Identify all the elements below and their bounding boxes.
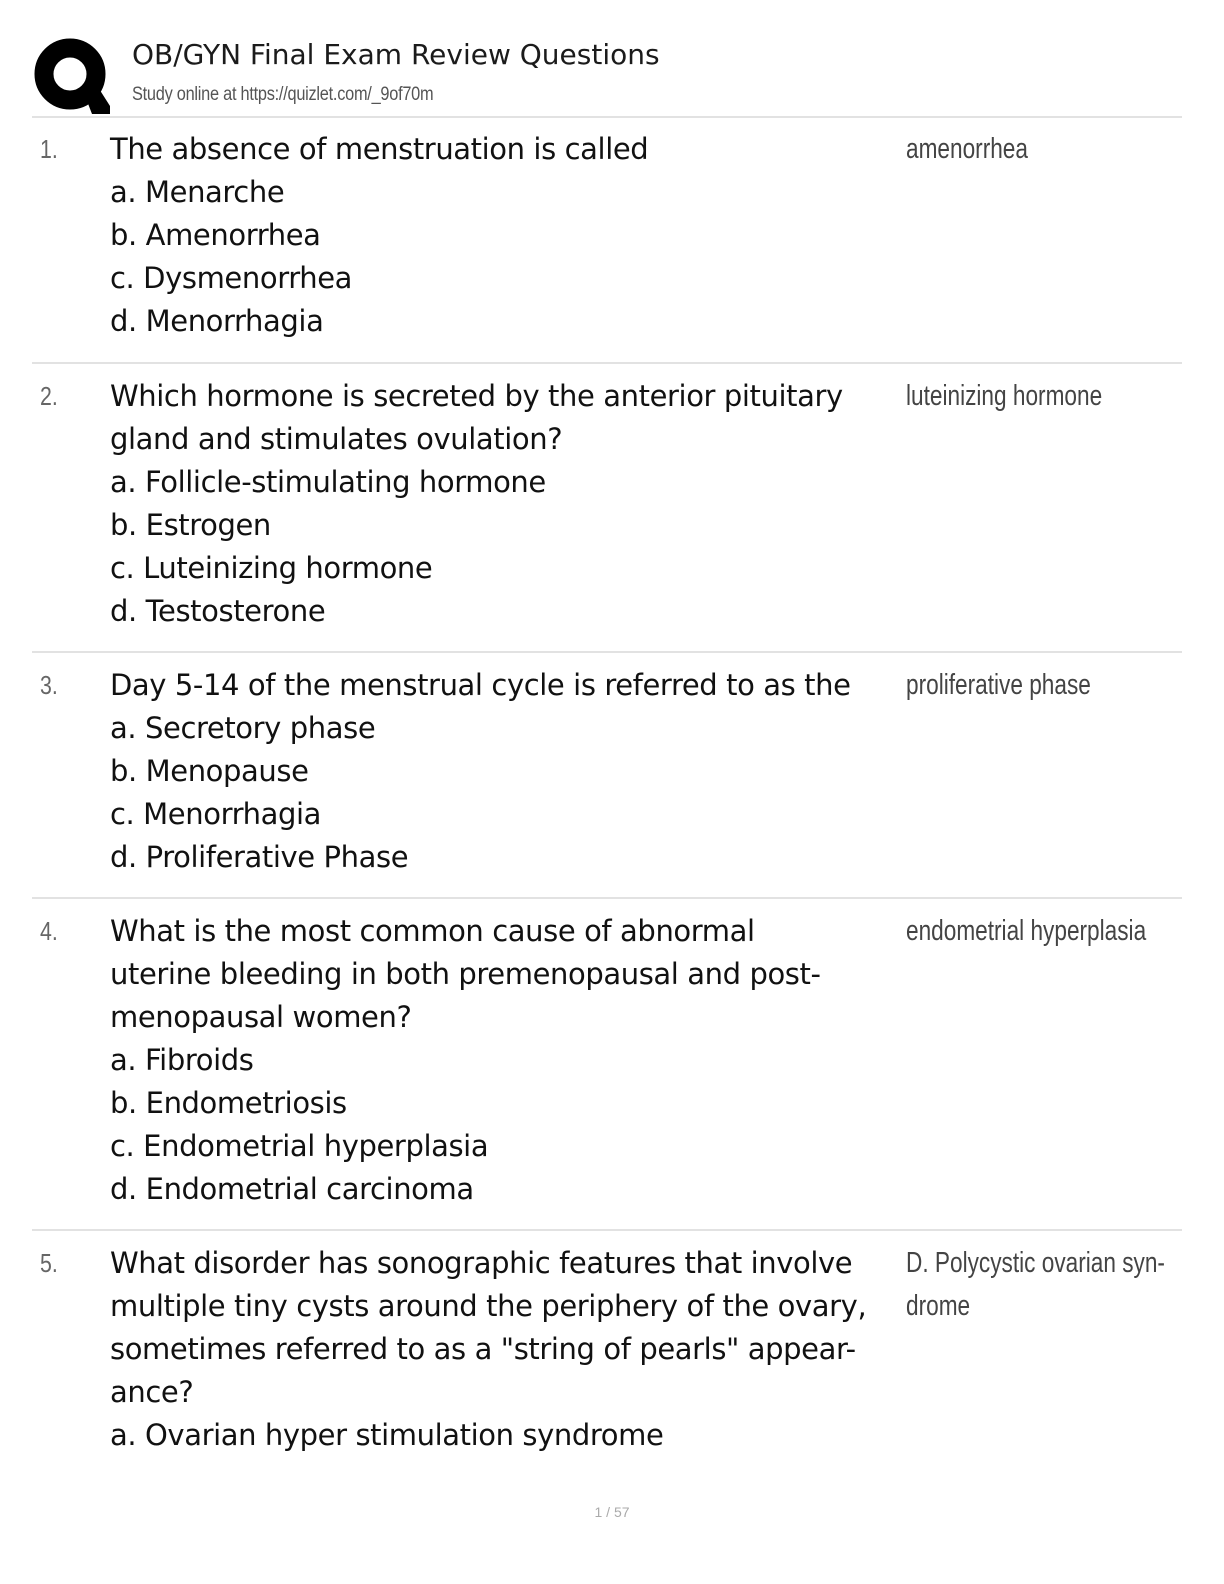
question-option: a. Fibroids (110, 1043, 254, 1077)
card-answer (906, 664, 1132, 707)
question-option: c. Endometrial hyperplasia (110, 1129, 489, 1163)
question-option: a. Secretory phase (110, 711, 376, 745)
page-number: 1 / 57 (594, 1504, 630, 1520)
question-option: b. Menopause (110, 754, 309, 788)
question-line: Which hormone is secreted by the anterior pituitary (110, 379, 843, 413)
card-number: 3. (40, 670, 58, 700)
answer-line: endometrial hyperplasia (906, 915, 1147, 947)
card-number: 1. (40, 134, 58, 164)
card-question (110, 128, 900, 343)
divider (32, 651, 1182, 653)
question-option: b. Amenorrhea (110, 218, 321, 252)
divider (32, 362, 1182, 364)
question-line: Day 5-14 of the menstrual cycle is referred to as the (110, 668, 851, 702)
question-option: a. Follicle-stimulating hormone (110, 465, 546, 499)
card-answer (906, 128, 1132, 171)
card-number: 5. (40, 1248, 58, 1278)
card-answer (906, 375, 1132, 418)
question-option: b. Estrogen (110, 508, 271, 542)
page-title: OB/GYN Final Exam Review Questions (132, 38, 660, 71)
card-question (110, 664, 900, 879)
divider (32, 1229, 1182, 1231)
page-header (32, 34, 1182, 116)
question-option: d. Menorrhagia (110, 304, 324, 338)
question-line: menopausal women? (110, 1000, 412, 1034)
quizlet-q-logo-icon (32, 36, 112, 116)
divider (32, 116, 1182, 118)
question-option: a. Menarche (110, 175, 285, 209)
answer-line: amenorrhea (906, 133, 1028, 165)
card-answer (906, 910, 1147, 953)
card-question (110, 375, 900, 633)
question-line: sometimes referred to as a "string of pearls" appear- (110, 1332, 856, 1366)
question-line: What is the most common cause of abnormal (110, 914, 755, 948)
question-option: d. Endometrial carcinoma (110, 1172, 474, 1206)
question-line: What disorder has sonographic features that involve (110, 1246, 853, 1280)
divider (32, 897, 1182, 899)
question-option: a. Ovarian hyper stimulation syndrome (110, 1418, 664, 1452)
card-question (110, 1242, 900, 1457)
question-line: multiple tiny cysts around the periphery of the ovary, (110, 1289, 867, 1323)
question-option: c. Luteinizing hormone (110, 551, 433, 585)
question-option: c. Dysmenorrhea (110, 261, 353, 295)
card-number: 2. (40, 381, 58, 411)
question-line: uterine bleeding in both premenopausal and post- (110, 957, 821, 991)
question-option: c. Menorrhagia (110, 797, 321, 831)
answer-line: proliferative phase (906, 669, 1091, 701)
card-number: 4. (40, 916, 58, 946)
question-option: b. Endometriosis (110, 1086, 347, 1120)
question-line: The absence of menstruation is called (110, 132, 649, 166)
answer-line: drome (906, 1290, 971, 1322)
study-link[interactable]: Study online at https://quizlet.com/_9of70m (132, 84, 434, 105)
answer-line: luteinizing hormone (906, 380, 1103, 412)
question-option: d. Testosterone (110, 594, 326, 628)
question-option: d. Proliferative Phase (110, 840, 409, 874)
card-answer (906, 1242, 1165, 1328)
question-line: gland and stimulates ovulation? (110, 422, 563, 456)
question-line: ance? (110, 1375, 194, 1409)
card-question (110, 910, 900, 1211)
answer-line: D. Polycystic ovarian syn- (906, 1247, 1165, 1279)
